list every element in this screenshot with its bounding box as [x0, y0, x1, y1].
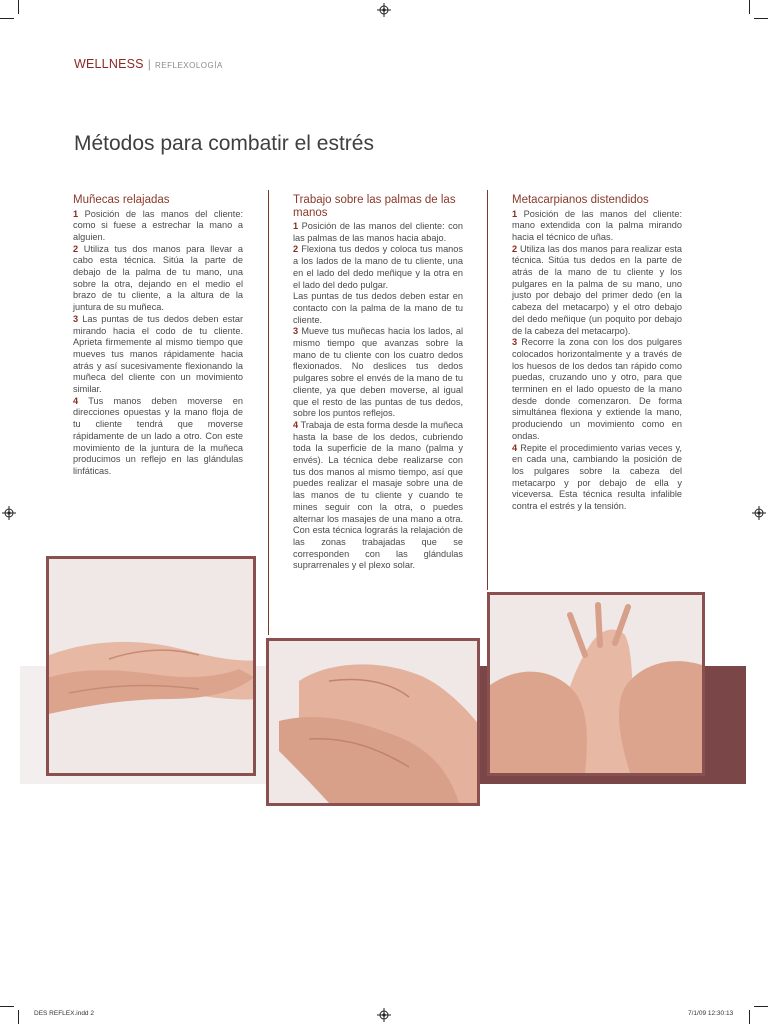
step-number: 4	[293, 419, 299, 430]
photo-wrist-relaxation	[46, 556, 256, 776]
photo-palm-work	[266, 638, 480, 806]
step-text: Posición de las manos del cliente: mano extendida con la palma mirando hacia el técnico de uñas.	[512, 208, 682, 242]
header-divider: |	[147, 57, 152, 71]
step-text: Mueve tus muñecas hacia los lados, al mismo tiempo que avanzas sobre la mano de tu cliente con los cuatro dedos flexionados. No deslices tus dedos pulgares sobre el envés de la mano de tu cliente, ya que deben moverse, al igual que el resto de las puntas de tus dedos, sobre los puntos reflejos.	[293, 326, 463, 419]
crop-mark	[18, 0, 19, 14]
step-number: 4	[73, 395, 79, 406]
step-paragraph	[293, 244, 463, 291]
step-text: Posición de las manos del cliente: como si fuese a estrechar la mano a alguien.	[73, 208, 243, 242]
column-divider	[487, 190, 488, 590]
section-name: WELLNESS	[74, 57, 144, 71]
step-paragraph	[293, 326, 463, 420]
crop-mark	[0, 18, 14, 19]
step-text: Trabaja de esta forma desde la muñeca hasta la base de los dedos, cubriendo toda la superficie de la mano (palma y envés). La técnica debe realizarse con tus dos manos al mismo tiempo, así que puedes realizar el masaje sobre una de las manos de tu cliente y cuando te mines seguir con la otra, o puedes alternar los masajes de una mano a otra. Con esta técnica lograrás la relajación de las zonas trabajadas que se corresponden con las glándulas suprarrenales y el plexo solar.	[293, 419, 463, 571]
step-text: Utiliza las dos manos para realizar esta técnica. Sitúa tus dedos en la parte de atrás de la mano de tu cliente y los pulgares en la palma de su mano, uno justo por debajo del primer dedo (en la cabeza del metacarpo) y el otro debajo del dedo meñique (un poquito por debajo de la cabeza del metacarpo).	[512, 243, 682, 336]
step-text: Las puntas de tus dedos deben estar en contacto con la palma de la mano de tu cliente.	[293, 291, 463, 325]
step-paragraph	[73, 396, 243, 478]
step-text: Posición de las manos del cliente: con las palmas de las manos hacia abajo.	[293, 221, 463, 243]
step-number: 1	[73, 208, 79, 219]
step-paragraph	[293, 420, 463, 572]
step-paragraph	[73, 209, 243, 244]
crop-mark	[749, 0, 750, 14]
crop-mark	[754, 18, 768, 19]
step-paragraph	[293, 291, 463, 326]
step-number: 1	[293, 221, 299, 231]
column-heading: Muñecas relajadas	[73, 194, 170, 206]
step-number: 4	[512, 442, 518, 453]
step-number: 2	[293, 244, 299, 255]
crop-mark	[754, 1006, 768, 1007]
step-paragraph	[293, 221, 463, 244]
subsection-name: REFLEXOLOGÍA	[155, 61, 223, 70]
section-header	[74, 57, 223, 71]
step-paragraph	[73, 244, 243, 314]
registration-mark-icon	[2, 506, 16, 520]
crop-mark	[18, 1010, 19, 1024]
registration-mark-icon	[377, 3, 391, 17]
date-slug: 7/1/09 12:30:13	[688, 1010, 734, 1017]
step-text: Las puntas de tus dedos deben estar mirando hacia el codo de tu cliente. Aprieta firmemente al mismo tiempo que mueves tus manos rápidamente hacia atrás y así sucesivamente flexionando la muñeca del cliente con un movimiento similar.	[73, 313, 243, 395]
column-divider	[268, 190, 269, 635]
step-text: Utiliza tus dos manos para llevar a cabo esta técnica. Sitúa la parte de debajo de la palma de tu mano, una sobre la otra, dejando en el medio el brazo de tu cliente, a la altura de la juntura de su muñeca.	[73, 243, 243, 313]
step-text: Tus manos deben moverse en direcciones opuestas y la mano floja de tu cliente tendrá que moverse rápidamente de un lado a otro. Con este movimiento de la juntura de la muñeca producimos un reflejo en las glándulas linfáticas.	[73, 395, 243, 476]
column-heading: Metacarpianos distendidos	[512, 194, 649, 206]
step-paragraph	[512, 209, 682, 244]
crop-mark	[749, 1010, 750, 1024]
step-number: 3	[512, 337, 518, 348]
article-column-3	[512, 194, 682, 513]
step-text: Repite el procedimiento varias veces y, en cada una, cambiando la posición de los pulgares sobre la cabeza del metacarpo y por debajo de ella y viceversa. Esta técnica resulta infalible contra el estrés y la tensión.	[512, 442, 682, 512]
step-number: 3	[73, 313, 79, 324]
page-title: Métodos para combatir el estrés	[74, 132, 374, 155]
step-paragraph	[512, 337, 682, 442]
step-number: 3	[293, 326, 299, 337]
registration-mark-icon	[752, 506, 766, 520]
article-column-1	[73, 194, 243, 478]
step-number: 2	[512, 243, 518, 254]
column-heading: Trabajo sobre las palmas de las manos	[293, 194, 456, 219]
file-slug: DES REFLEX.indd 2	[34, 1010, 94, 1017]
photo-metacarpal-stretch	[487, 592, 705, 776]
article-column-2	[293, 194, 463, 572]
crop-mark	[0, 1006, 14, 1007]
step-paragraph	[512, 443, 682, 513]
step-number: 1	[512, 208, 518, 219]
registration-mark-icon	[377, 1008, 391, 1022]
step-paragraph	[73, 314, 243, 396]
step-number: 2	[73, 243, 79, 254]
step-paragraph	[512, 244, 682, 338]
step-text: Flexiona tus dedos y coloca tus manos a los lados de la mano de tu cliente, una en el lado del dedo meñique y la otra en el lado del dedo pulgar.	[293, 244, 463, 290]
step-text: Recorre la zona con los dos pulgares colocados horizontalmente y a través de los huesos de los dedos tan rápido como puedas, cruzando uno y otro, para que terminen en el lado opuesto de la mano desde donde comenzaron. De forma simultánea flexiona y extiende la mano, produciendo un movimiento como en ondas.	[512, 337, 682, 441]
